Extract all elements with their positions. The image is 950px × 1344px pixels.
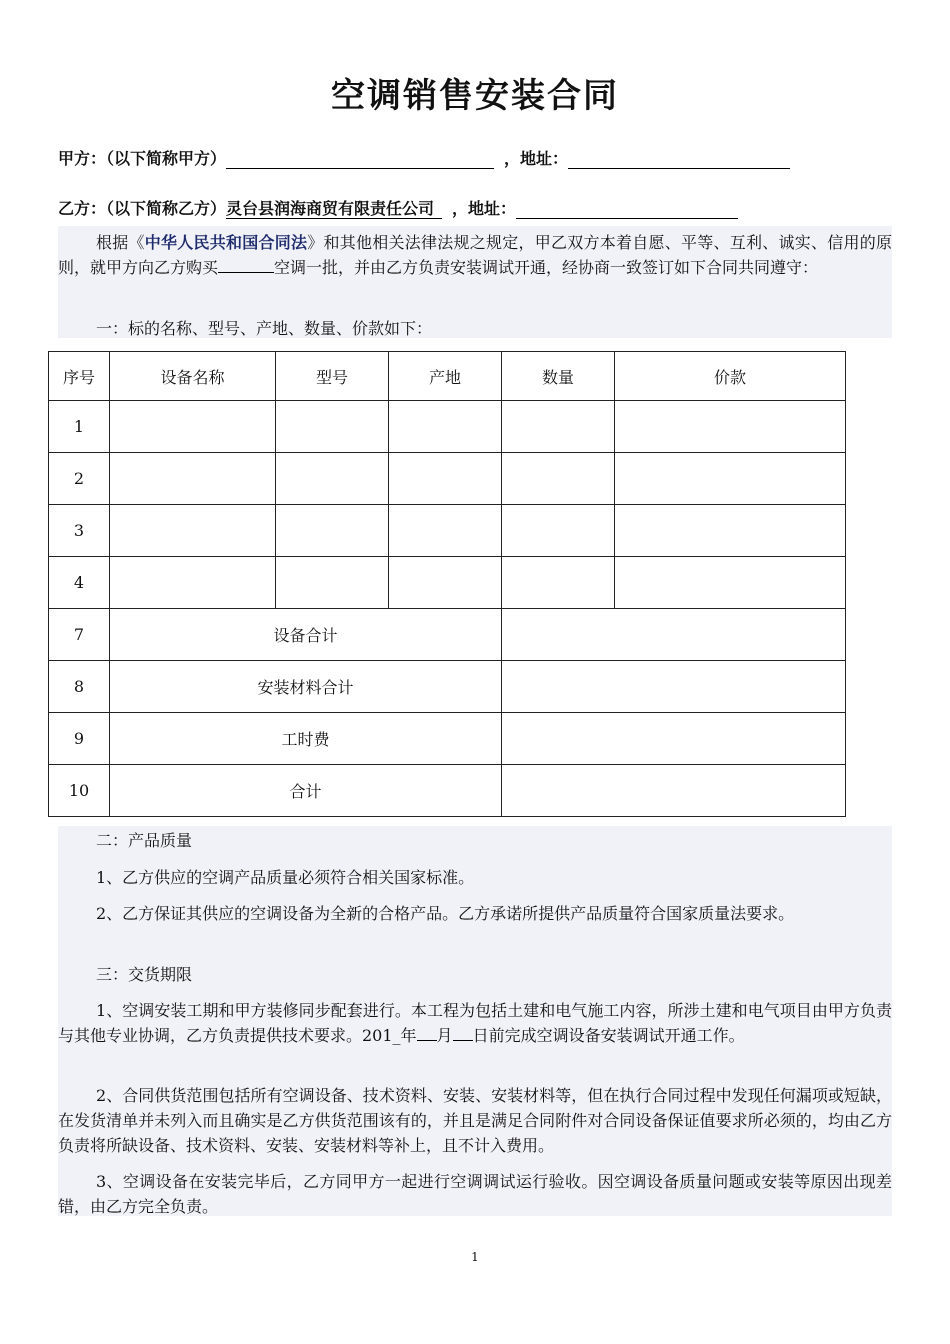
summary-value-cell[interactable] (502, 661, 846, 713)
table-cell[interactable] (110, 505, 276, 557)
table-cell[interactable] (502, 401, 615, 453)
summary-label: 合计 (110, 765, 502, 817)
month-blank[interactable] (417, 1024, 437, 1041)
equipment-table (48, 351, 846, 817)
section-3-heading: 三：交货期限 (96, 965, 193, 984)
intro-text-2: 》和其他相关法律法规之规定，甲乙双方本着自愿、平等、互利、诚实、信用的原则，就甲方向乙方购买 (58, 233, 892, 277)
intro-paragraph (58, 230, 892, 280)
delivery-clause-3: 3、空调设备在安装完毕后，乙方同甲方一起进行空调调试运行验收。因空调设备质量问题或安装等原因出现差错，由乙方完全负责。 (58, 1172, 892, 1216)
table-cell[interactable] (276, 401, 389, 453)
table-cell[interactable] (389, 401, 502, 453)
party-b-address-field[interactable] (516, 198, 738, 219)
summary-label: 安装材料合计 (110, 661, 502, 713)
law-name: 中华人民共和国合同法 (144, 233, 308, 252)
purchase-blank[interactable] (218, 256, 274, 273)
table-row (49, 505, 846, 557)
delivery-clause-1-text-a: 1、空调安装工期和甲方装修同步配套进行。本工程为包括土建和电气施工内容，所涉土建和电气项目由甲方负责与其他专业协调，乙方负责提供技术要求。201_年 (58, 1001, 892, 1045)
delivery-clause-2: 2、合同供货范围包括所有空调设备、技术资料、安装、安装材料等，但在执行合同过程中发现任何漏项或短缺，在发货清单并未列入而且确实是乙方供货范围该有的，并且是满足合同附件对合同设备保证值要求所必须的，均由乙方负责将所缺设备、技术资料、安装、安装材料等补上，且不计入费用。 (58, 1086, 892, 1155)
summary-value-cell[interactable] (502, 713, 846, 765)
page-number: 1 (471, 1250, 479, 1264)
party-b-name: 灵台县润海商贸有限责任公司 (226, 199, 442, 219)
header-cell: 序号 (49, 352, 110, 401)
table-cell[interactable] (389, 505, 502, 557)
intro-text-3: 空调一批，并由乙方负责安装调试开通，经协商一致签订如下合同共同遵守： (274, 258, 819, 277)
party-a-address-field[interactable] (568, 148, 790, 169)
section-1-heading: 一：标的名称、型号、产地、数量、价款如下： (96, 319, 433, 338)
table-cell[interactable] (502, 557, 615, 609)
row-number: 8 (49, 661, 110, 713)
table-cell[interactable] (276, 557, 389, 609)
row-number: 3 (49, 505, 110, 557)
header-cell: 设备名称 (110, 352, 276, 401)
party-a-address-label: ，地址： (504, 149, 569, 168)
table-cell[interactable] (389, 557, 502, 609)
summary-label: 设备合计 (110, 609, 502, 661)
summary-value-cell[interactable] (502, 765, 846, 817)
table-row (49, 401, 846, 453)
table-cell[interactable] (502, 453, 615, 505)
table-cell[interactable] (276, 453, 389, 505)
summary-row (49, 765, 846, 817)
delivery-clause-1-text-c: 日前完成空调设备安装调试开通工作。 (472, 1026, 745, 1045)
party-b-address-label: ，地址： (452, 199, 517, 218)
table-cell[interactable] (615, 505, 846, 557)
summary-row (49, 713, 846, 765)
delivery-clause-1 (58, 998, 892, 1048)
intro-text-1: 根据《 (96, 233, 145, 252)
table-cell[interactable] (502, 505, 615, 557)
quality-clause-2: 2、乙方保证其供应的空调设备为全新的合格产品。乙方承诺所提供产品质量符合国家质量法要求。 (96, 904, 795, 923)
summary-value-cell[interactable] (502, 609, 846, 661)
table-row (49, 453, 846, 505)
table-header-row (49, 352, 846, 401)
contract-title: 空调销售安装合同 (331, 76, 619, 116)
party-a-label: 甲方：（以下简称甲方） (58, 149, 227, 168)
table-cell[interactable] (110, 557, 276, 609)
summary-label: 工时费 (110, 713, 502, 765)
table-cell[interactable] (276, 505, 389, 557)
table-cell[interactable] (615, 453, 846, 505)
table-cell[interactable] (110, 401, 276, 453)
row-number: 2 (49, 453, 110, 505)
day-blank[interactable] (453, 1024, 473, 1041)
summary-row (49, 661, 846, 713)
table-cell[interactable] (615, 401, 846, 453)
party-b-line (58, 196, 738, 219)
row-number: 10 (49, 765, 110, 817)
row-number: 1 (49, 401, 110, 453)
row-number: 4 (49, 557, 110, 609)
summary-row (49, 609, 846, 661)
party-a-name-field[interactable] (226, 148, 494, 169)
delivery-clause-1-text-b: 月 (436, 1026, 453, 1045)
row-number: 7 (49, 609, 110, 661)
table-row (49, 557, 846, 609)
table-cell[interactable] (389, 453, 502, 505)
table-cell[interactable] (615, 557, 846, 609)
party-b-label: 乙方：（以下简称乙方） (58, 199, 227, 218)
header-cell: 产地 (389, 352, 502, 401)
section-2-heading: 二：产品质量 (96, 831, 193, 850)
table-cell[interactable] (110, 453, 276, 505)
header-cell: 数量 (502, 352, 615, 401)
header-cell: 价款 (615, 352, 846, 401)
party-a-line (58, 146, 790, 169)
quality-clause-1: 1、乙方供应的空调产品质量必须符合相关国家标准。 (96, 868, 475, 887)
header-cell: 型号 (276, 352, 389, 401)
row-number: 9 (49, 713, 110, 765)
